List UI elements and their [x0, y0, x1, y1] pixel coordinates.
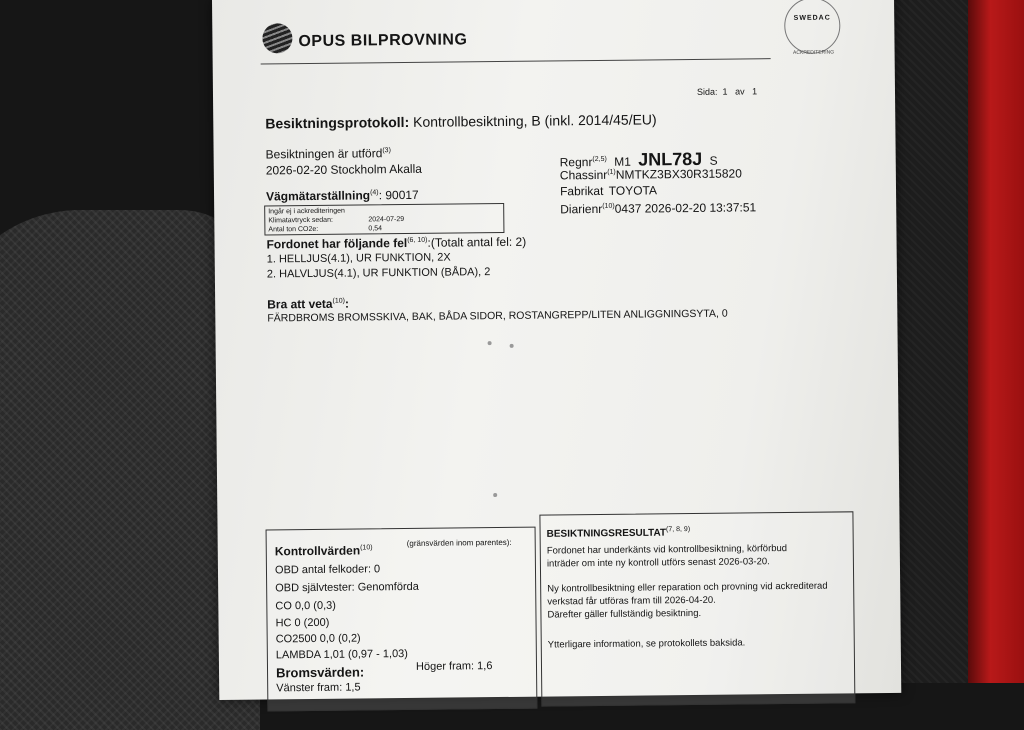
- stamp-line3-label: Antal ton CO2e:: [268, 225, 319, 234]
- regnr-value: JNL78J: [638, 148, 703, 170]
- page-of: av: [734, 86, 745, 97]
- control-values-note: (gränsvärden inom parentes):: [406, 537, 512, 548]
- control-value-row: OBD självtester: Genomförda: [275, 580, 419, 595]
- opus-globe-icon: [262, 23, 292, 53]
- control-value-row: LAMBDA 1,01 (0,97 - 1,03): [275, 647, 409, 662]
- title-rest: Kontrollbesiktning, B (inkl. 2014/45/EU): [413, 111, 657, 130]
- chassis-value: NMTKZ3BX30R315820: [615, 166, 742, 182]
- regnr-label: Regnr: [559, 155, 593, 170]
- good-to-know-heading: Bra att veta$^{(10)}$:: [267, 296, 350, 312]
- stamp-line3-value: 0,54: [368, 225, 383, 233]
- diary-row: [560, 200, 756, 216]
- brake-left-front: Vänster fram: 1,5: [276, 681, 361, 695]
- result-text: Ytterligare information, se protokollets baksida.: [547, 637, 746, 651]
- performed-label-text: Besiktningen är utförd: [265, 146, 383, 162]
- company-logo-text: OPUS BILPROVNING: [298, 31, 468, 51]
- odometer-label: Vägmätarställning: [265, 188, 371, 204]
- result-text: Därefter gäller fullständig besiktning.: [547, 607, 702, 621]
- result-text: Ny kontrollbesiktning eller reparation och provning vid ackrediterad: [547, 580, 828, 595]
- odometer-sup: (4): [370, 189, 379, 197]
- control-value-row: CO2500 0,0 (0,2): [275, 632, 361, 646]
- fault-item: 2. HALVLJUS(4.1), UR FUNKTION (BÅDA), 2: [266, 266, 491, 281]
- regnr-sup: (2,5): [592, 155, 607, 164]
- regnr-prefix: M1: [614, 154, 631, 169]
- make-row: [560, 183, 657, 198]
- inspection-result-box: [539, 511, 855, 706]
- swedac-subtext: [785, 49, 843, 56]
- odometer: Vägmätarställning$^{(4)}$: 90017: [265, 187, 419, 204]
- accreditation-text: ACKREDITERING: [792, 49, 835, 56]
- make-label: Fabrikat: [559, 183, 604, 199]
- protocol-title: [265, 111, 657, 131]
- make-value: TOYOTA: [608, 183, 658, 198]
- faults-sup: (6, 10): [407, 236, 428, 244]
- control-values-box: [266, 527, 538, 712]
- stamp-line1: Ingår ej i ackrediteringen: [268, 207, 345, 216]
- result-text: Fordonet har underkänts vid kontrollbesiktning, körförbud: [546, 543, 788, 557]
- odometer-value: 90017: [385, 187, 419, 203]
- paper-spot: [488, 341, 492, 345]
- result-text: inträder om inte ny kontroll utförs senast 2026-03-20.: [546, 556, 770, 570]
- header-rule: [261, 58, 771, 64]
- page-total: 1: [752, 86, 758, 97]
- paper-spot: [510, 344, 514, 348]
- chassis-row: [560, 166, 742, 182]
- good-to-know-value: FÄRDBROMS BROMSSKIVA, BAK, BÅDA SIDOR, ROSTANGREPP/LITEN ANLIGGNINGSYTA, 0: [267, 307, 728, 325]
- brake-values-heading: Bromsvärden:: [275, 664, 365, 681]
- brake-right-front: Höger fram: 1,6: [415, 660, 493, 673]
- page-current: 1: [722, 86, 728, 97]
- result-heading-text: BESIKTNINGSRESULTAT: [546, 527, 667, 540]
- control-values-sup: (10): [360, 544, 373, 552]
- diary-label: Diarienr: [560, 201, 603, 217]
- fault-item: 1. HELLJUS(4.1), UR FUNKTION, 2X: [266, 251, 451, 266]
- page-label: Sida:: [696, 86, 718, 97]
- chassis-label: Chassinr: [559, 167, 608, 183]
- result-text: verkstad får utföras fram till 2026-04-20.: [547, 594, 716, 608]
- title-bold: Besiktningsprotokoll:: [265, 113, 410, 132]
- result-sup: (7, 8, 9): [665, 526, 691, 534]
- performed-label: [266, 146, 391, 161]
- regnr-suffix: S: [709, 153, 718, 168]
- good-to-know-text: Bra att veta: [267, 296, 333, 312]
- control-value-row: OBD antal felkoder: 0: [274, 563, 381, 577]
- stamp-line2-label: Klimatavtryck sedan:: [268, 216, 333, 225]
- result-heading: [547, 526, 691, 540]
- diary-value: 0437 2026-02-20 13:37:51: [614, 200, 757, 216]
- climate-stamp-box: [264, 203, 504, 236]
- performed-value: 2026-02-20 Stockholm Akalla: [265, 161, 422, 178]
- paper-spot: [493, 493, 497, 497]
- control-value-row: HC 0 (200): [275, 616, 330, 630]
- good-to-know-sup: (10): [332, 297, 346, 305]
- stamp-line2-value: 2024-07-29: [368, 216, 405, 224]
- faults-total: :(Totalt antal fel: 2): [427, 234, 527, 250]
- performed-sup: (3): [382, 147, 391, 155]
- faults-heading: [266, 235, 526, 252]
- inspection-protocol-sheet: [212, 0, 901, 700]
- swedac-seal-icon: [784, 0, 841, 54]
- control-values-heading: [275, 543, 373, 558]
- swedac-text: SWEDAC: [793, 14, 831, 22]
- diary-sup: (10): [602, 202, 615, 210]
- faults-heading-text: Fordonet har följande fel: [266, 235, 408, 252]
- page-indicator: [697, 86, 757, 97]
- control-values-title: Kontrollvärden: [274, 543, 361, 559]
- red-seat-edge: [968, 0, 1024, 683]
- chassis-sup: (1): [607, 168, 616, 176]
- control-value-row: CO 0,0 (0,3): [275, 599, 336, 613]
